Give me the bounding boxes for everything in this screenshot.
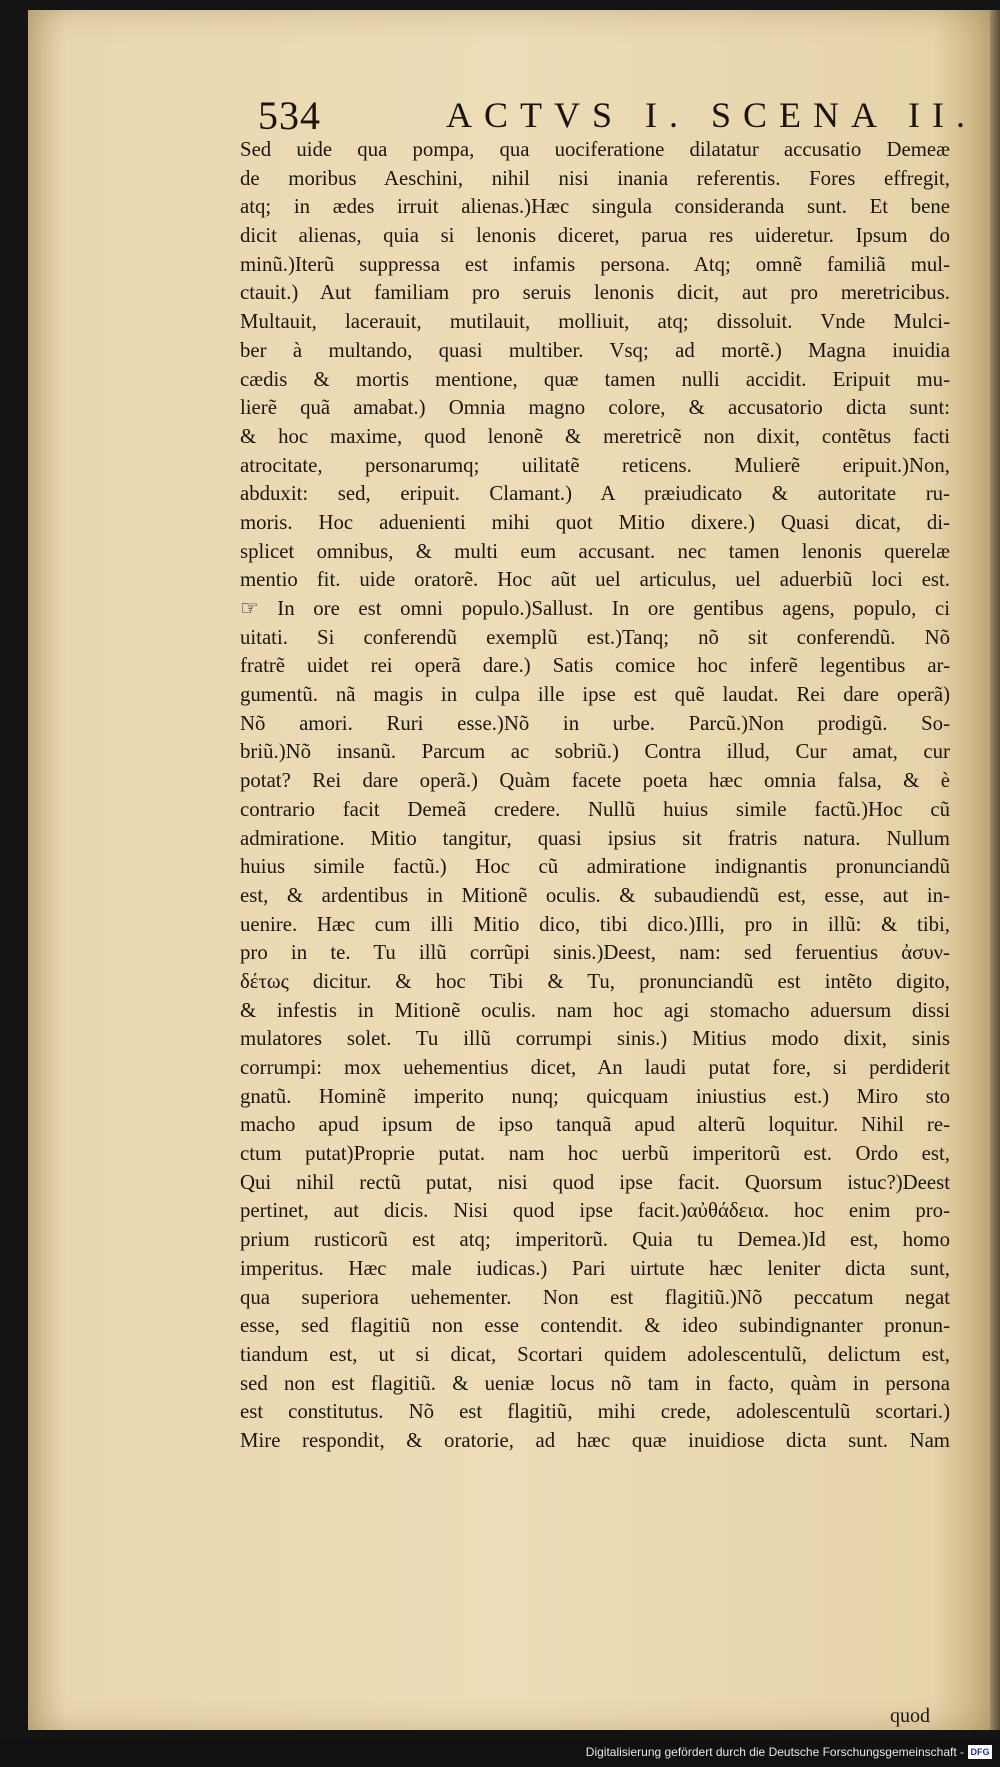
text-line: contrario facit Demeã credere. Nullũ huius simile factũ.)Hoc cũ [240, 797, 950, 821]
running-head: ACTVS I. SCENA II. [446, 95, 978, 135]
text-line: uitati. Si conferendũ exemplũ est.)Tanq; nõ sit conferendũ. Nõ [240, 625, 950, 649]
text-line: briũ.)Nõ insanũ. Parcum ac sobriũ.) Contra illud, Cur amat, cur [240, 740, 950, 764]
footer-bar [0, 1740, 1000, 1767]
text-line: tiandum est, ut si dicat, Scortari quidem adolescentulũ, delictum est, [240, 1342, 950, 1366]
text-line: imperitus. Hæc male iudicas.) Pari uirtute hæc leniter dicta sunt, [240, 1256, 950, 1280]
text-line: Qui nihil rectũ putat, nisi quod ipse facit. Quorsum istuc?)Deest [240, 1170, 950, 1194]
text-line: est constitutus. Nõ est flagitiũ, mihi crede, adolescentulũ scortari.) [240, 1400, 950, 1424]
page-header [258, 92, 978, 142]
text-line: pro in te. Tu illũ corrũpi sinis.)Deest, nam: sed feruentius ἀσυν- [240, 941, 950, 965]
text-line: pertinet, aut dicis. Nisi quod ipse facit.)αὐθάδεια. hoc enim pro- [240, 1199, 950, 1223]
text-line: atq; in ædes irruit alienas.)Hæc singula consideranda sunt. Et bene [240, 195, 950, 219]
text-line: fratrẽ uidet rei operã dare.) Satis comice hoc inferẽ legentibus ar- [240, 654, 950, 678]
text-line: mulatores solet. Tu illũ corrumpi sinis.) Mitius modo dixit, sinis [240, 1027, 950, 1051]
text-line: cædis & mortis mentione, quæ tamen nulli accidit. Eripuit mu- [240, 367, 950, 391]
text-line: gumentũ. nã magis in culpa ille ipse est quẽ laudat. Rei dare operã) [240, 683, 950, 707]
text-line: corrumpi: mox uehementius dicet, An laudi putat fore, si perdiderit [240, 1056, 950, 1079]
text-line: Mire respondit, & oratorie, ad hæc quæ inuidiose dicta sunt. Nam [240, 1428, 950, 1452]
text-line: admiratione. Mitio tangitur, quasi ipsius sit fratris natura. Nullum [240, 826, 950, 850]
text-line: de moribus Aeschini, nihil nisi inania referentis. Fores effregit, [240, 166, 950, 190]
text-line: Sed uide qua pompa, qua uociferatione dilatatur accusatio Demeæ [240, 138, 950, 161]
text-line: ctum putat)Proprie putat. nam hoc uerbũ imperitorũ est. Ordo est, [240, 1142, 950, 1166]
text-line: & hoc maxime, quod lenonẽ & meretricẽ non dixit, contẽtus facti [240, 424, 950, 448]
text-line: & infestis in Mitionẽ oculis. nam hoc agi stomacho aduersum dissi [240, 998, 950, 1022]
text-line: mentio fit. uide oratorẽ. Hoc aũt uel articulus, uel aduerbiũ loci est. [240, 568, 950, 592]
text-line: uenire. Hæc cum illi Mitio dico, tibi dico.)Illi, pro in illũ: & tibi, [240, 912, 950, 936]
text-line: sed non est flagitiũ. & ueniæ locus nõ tam in facto, quàm in persona [240, 1371, 950, 1395]
text-line: splicet omnibus, & multi eum accusant. nec tamen lenonis querelæ [240, 539, 950, 563]
text-line: dicit alienas, quia si lenonis diceret, parua res uideretur. Ipsum do [240, 224, 950, 248]
text-line: δέτως dicitur. & hoc Tibi & Tu, pronunciandũ est intẽto digito, [240, 969, 950, 993]
dfg-logo-icon: DFG [968, 1745, 992, 1759]
text-line: moris. Hoc aduenienti mihi quot Mitio dixere.) Quasi dicat, di- [240, 510, 950, 534]
page-number: 534 [258, 93, 321, 138]
text-line: huius simile factũ.) Hoc cũ admiratione indignantis pronunciandũ [240, 855, 950, 879]
text-line: macho apud ipsum de ipso tanquã apud alterũ loquitur. Nihil re- [240, 1113, 950, 1137]
body-text [240, 136, 950, 1456]
text-line: Multauit, lacerauit, mutilauit, molliuit, atq; dissoluit. Vnde Mulci- [240, 310, 950, 334]
catchword: quod [890, 1705, 930, 1727]
text-line: est, & ardentibus in Mitionẽ oculis. & subaudiendũ est, esse, aut in- [240, 883, 950, 907]
text-line: ber à multando, quasi multiber. Vsq; ad mortẽ.) Magna inuidia [240, 338, 950, 362]
text-line: atrocitate, personarumq; uilitatẽ reticens. Mulierẽ eripuit.)Non, [240, 453, 950, 477]
funding-credit: Digitalisierung gefördert durch die Deutsche Forschungsgemeinschaft - [585, 1745, 964, 1759]
text-line: Nõ amori. Ruri esse.)Nõ in urbe. Parcũ.)Non prodigũ. So- [240, 711, 950, 735]
page-edge [990, 10, 1000, 1730]
text-line: qua superiora uehementer. Non est flagitiũ.)Nõ peccatum negat [240, 1285, 950, 1309]
text-line: ☞ In ore est omni populo.)Sallust. In ore gentibus agens, populo, ci [240, 597, 950, 620]
text-line: ctauit.) Aut familiam pro seruis lenonis dicit, aut pro meretricibus. [240, 281, 950, 305]
text-line: prium rusticorũ est atq; imperitorũ. Quia tu Demea.)Id est, homo [240, 1228, 950, 1252]
text-line: minũ.)Iterũ suppressa est infamis persona. Atq; omnẽ familiã mul- [240, 252, 950, 276]
text-line: abduxit: sed, eripuit. Clamant.) A præiudicato & autoritate ru- [240, 482, 950, 506]
text-line: lierẽ quã amabat.) Omnia magno colore, & accusatorio dicta sunt: [240, 396, 950, 420]
text-line: esse, sed flagitiũ non esse contendit. & ideo subindignanter pronun- [240, 1314, 950, 1338]
text-line: potat? Rei dare operã.) Quàm facete poeta hæc omnia falsa, & è [240, 769, 950, 793]
text-line: gnatũ. Hominẽ imperito nunq; quicquam iniustius est.) Miro sto [240, 1084, 950, 1108]
